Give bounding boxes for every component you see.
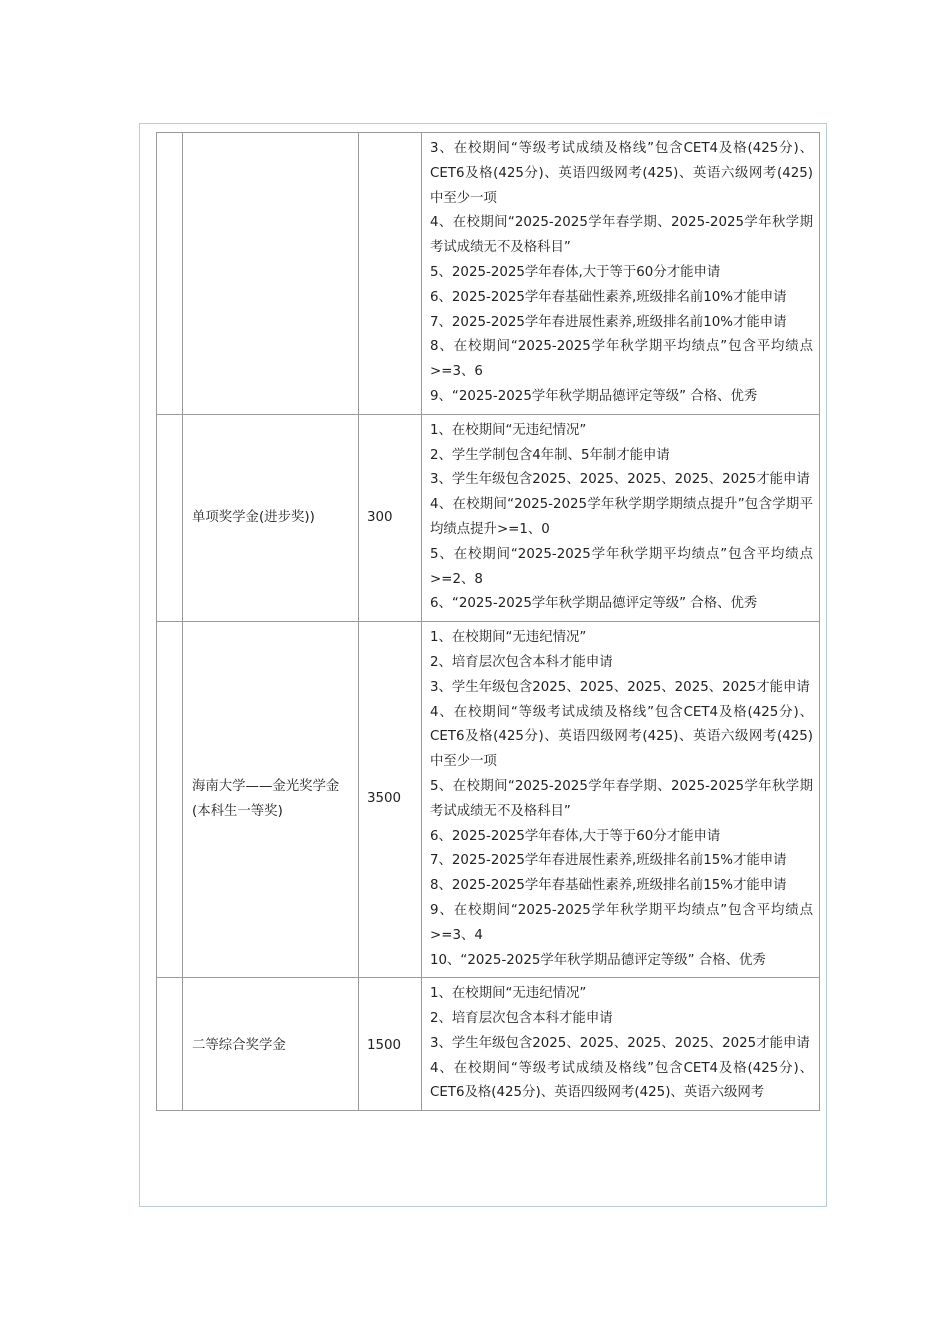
condition-line: 4、在校期间“等级考试成绩及格线”包含CET4及格(425分)、CET6及格(425分)、英语四级网考(425)、英语六级网考(425)中至少一项: [430, 704, 813, 770]
condition-line: 2、培育层次包含本科才能申请: [430, 654, 613, 670]
index-cell: [157, 978, 183, 1111]
scholarship-name-cell: 单项奖学金(进步奖)): [183, 414, 359, 621]
condition-line: 3、学生年级包含2025、2025、2025、2025、2025才能申请: [430, 679, 810, 695]
condition-line: 4、在校期间“2025-2025学年春学期、2025-2025学年秋学期考试成绩无不及格科目”: [430, 215, 813, 256]
condition-line: 1、在校期间“无违纪情况”: [430, 986, 587, 1002]
condition-line: 3、学生年级包含2025、2025、2025、2025、2025才能申请: [430, 1035, 810, 1051]
condition-line: 4、在校期间“等级考试成绩及格线”包含CET4及格(425分)、CET6及格(425分)、英语四级网考(425)、英语六级网考: [430, 1060, 813, 1101]
condition-line: 10、“2025-2025学年秋学期品德评定等级” 合格、优秀: [430, 952, 766, 968]
condition-line: 9、“2025-2025学年秋学期品德评定等级” 合格、优秀: [430, 388, 758, 404]
amount-cell: 1500: [359, 978, 422, 1111]
condition-line: 8、在校期间“2025-2025学年秋学期平均绩点”包含平均绩点>=3、6: [430, 339, 813, 380]
condition-line: 8、2025-2025学年春基础性素养,班级排名前15%才能申请: [430, 878, 787, 894]
index-cell: [157, 133, 183, 415]
condition-line: 2、培育层次包含本科才能申请: [430, 1011, 613, 1027]
conditions-cell: [422, 414, 820, 621]
condition-line: 3、在校期间“等级考试成绩及格线”包含CET4及格(425分)、CET6及格(425分)、英语四级网考(425)、英语六级网考(425)中至少一项: [430, 141, 813, 206]
amount-cell: 3500: [359, 622, 422, 978]
conditions-cell: [422, 133, 820, 415]
scholarship-table: [156, 132, 820, 1111]
condition-line: 6、2025-2025学年春基础性素养,班级排名前10%才能申请: [430, 289, 787, 305]
table-row: [157, 133, 820, 415]
condition-line: 2、学生学制包含4年制、5年制才能申请: [430, 447, 670, 463]
table-row: [157, 978, 820, 1111]
condition-line: 7、2025-2025学年春进展性素养,班级排名前10%才能申请: [430, 314, 787, 330]
index-cell: [157, 414, 183, 621]
condition-line: 7、2025-2025学年春进展性素养,班级排名前15%才能申请: [430, 853, 787, 869]
scholarship-name-cell: 海南大学——金光奖学金(本科生一等奖): [183, 622, 359, 978]
condition-line: 9、在校期间“2025-2025学年秋学期平均绩点”包含平均绩点>=3、4: [430, 902, 813, 943]
amount-cell: [359, 133, 422, 415]
condition-line: 3、学生年级包含2025、2025、2025、2025、2025才能申请: [430, 472, 810, 488]
amount-cell: 300: [359, 414, 422, 621]
condition-line: 6、2025-2025学年春体,大于等于60分才能申请: [430, 828, 721, 844]
condition-line: 4、在校期间“2025-2025学年秋学期学期绩点提升”包含学期平均绩点提升>=1、0: [430, 497, 813, 537]
scholarship-name-cell: [183, 133, 359, 415]
table-row: [157, 622, 820, 978]
condition-line: 5、在校期间“2025-2025学年秋学期平均绩点”包含平均绩点>=2、8: [430, 546, 813, 587]
table-row: [157, 414, 820, 621]
condition-line: 5、在校期间“2025-2025学年春学期、2025-2025学年秋学期考试成绩无不及格科目”: [430, 778, 813, 819]
condition-line: 1、在校期间“无违纪情况”: [430, 630, 587, 646]
condition-line: 1、在校期间“无违纪情况”: [430, 422, 587, 438]
scholarship-name-cell: 二等综合奖学金: [183, 978, 359, 1111]
condition-line: 5、2025-2025学年春体,大于等于60分才能申请: [430, 264, 721, 280]
conditions-cell: [422, 622, 820, 978]
index-cell: [157, 622, 183, 978]
conditions-cell: [422, 978, 820, 1111]
condition-line: 6、“2025-2025学年秋学期品德评定等级” 合格、优秀: [430, 596, 758, 612]
